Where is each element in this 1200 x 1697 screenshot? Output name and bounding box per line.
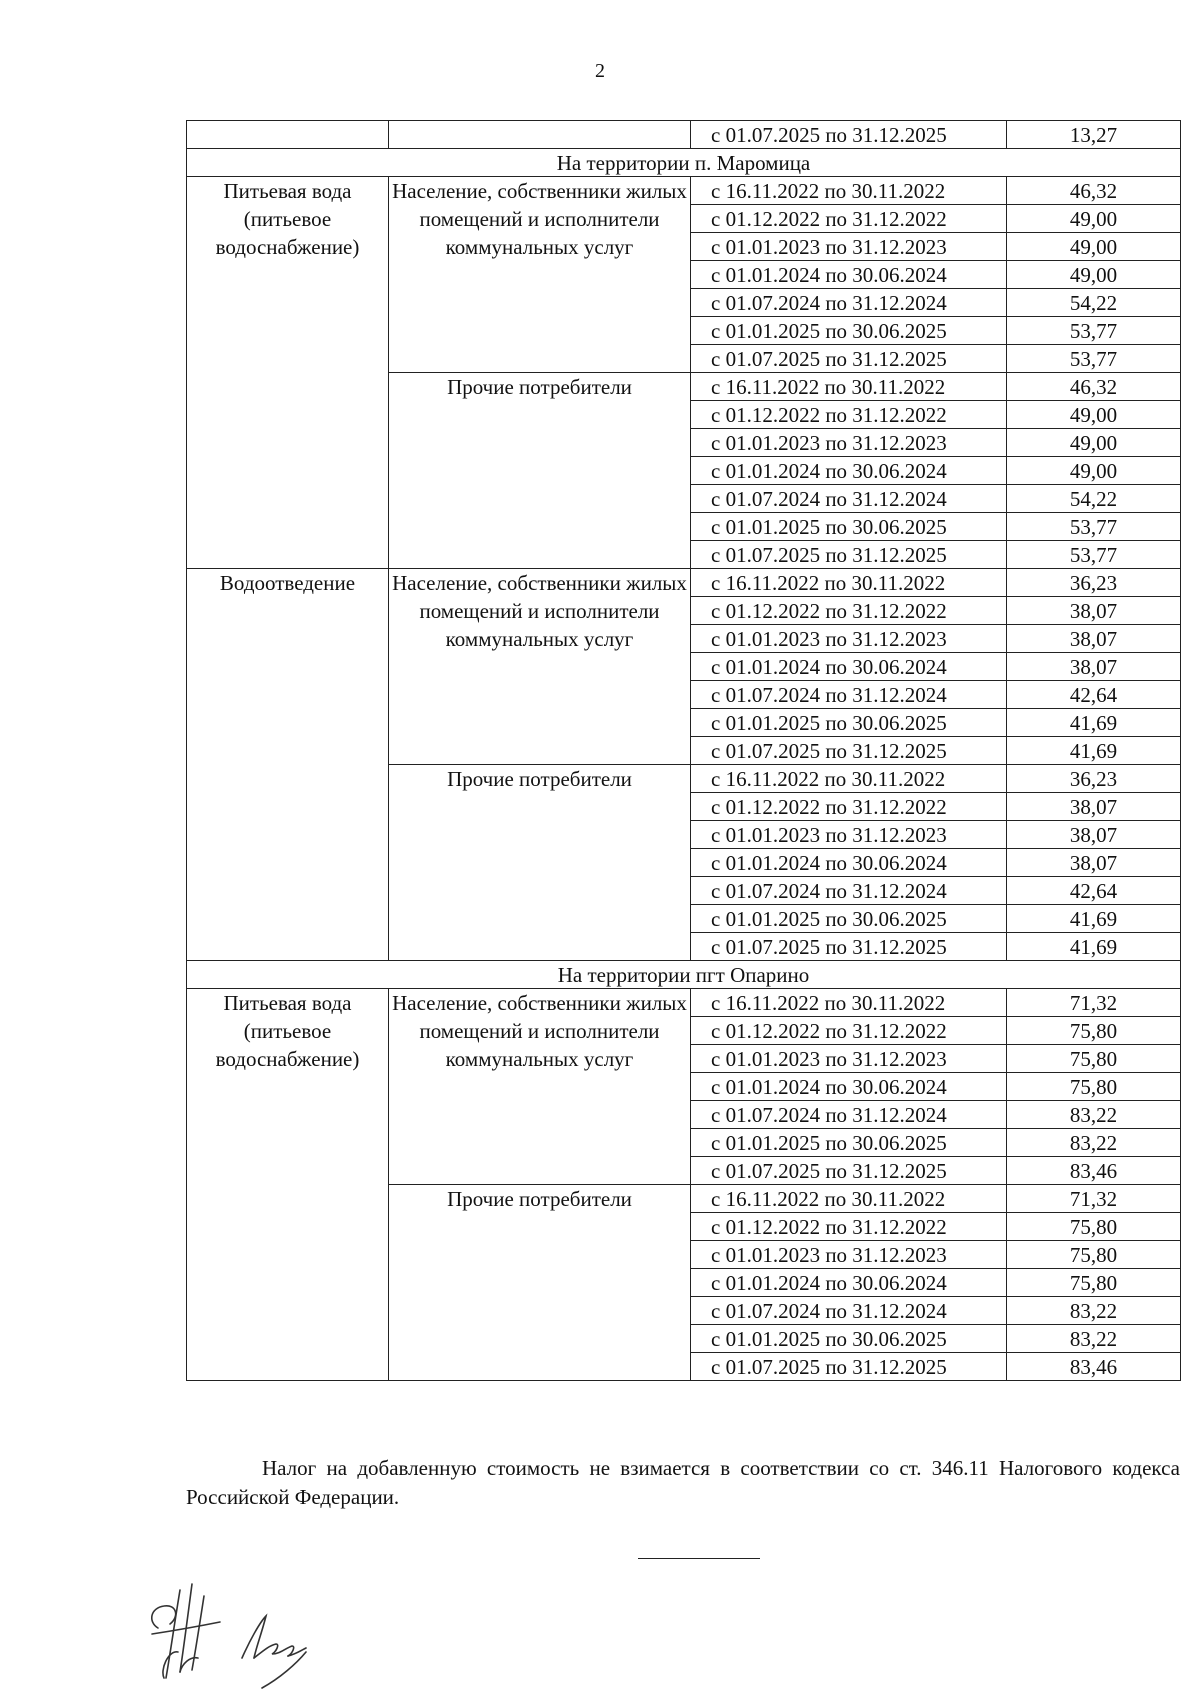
period-cell: с 01.01.2023 по 31.12.2023	[691, 1045, 1007, 1073]
period-cell: с 01.12.2022 по 31.12.2022	[691, 1017, 1007, 1045]
period-cell: с 01.07.2025 по 31.12.2025	[691, 121, 1007, 149]
tariff-value-cell: 42,64	[1007, 681, 1181, 709]
period-cell: с 01.01.2023 по 31.12.2023	[691, 821, 1007, 849]
period-cell: с 01.12.2022 по 31.12.2022	[691, 1213, 1007, 1241]
period-cell: с 01.01.2023 по 31.12.2023	[691, 1241, 1007, 1269]
consumer-cell: Прочие потребители	[389, 1185, 691, 1381]
tariff-value-cell: 75,80	[1007, 1045, 1181, 1073]
tariff-value-cell: 46,32	[1007, 177, 1181, 205]
tariff-value-cell: 49,00	[1007, 261, 1181, 289]
tariff-value-cell: 75,80	[1007, 1213, 1181, 1241]
page-number: 2	[595, 60, 605, 82]
section-title: На территории п. Маромица	[187, 149, 1181, 177]
consumer-cell: Прочие потребители	[389, 373, 691, 569]
period-cell: с 01.01.2025 по 30.06.2025	[691, 1325, 1007, 1353]
tariff-value-cell: 83,22	[1007, 1297, 1181, 1325]
table-row	[187, 989, 1181, 1017]
period-cell: с 01.01.2024 по 30.06.2024	[691, 457, 1007, 485]
period-cell: с 01.01.2024 по 30.06.2024	[691, 1269, 1007, 1297]
section-row	[187, 961, 1181, 989]
tariff-value-cell: 41,69	[1007, 737, 1181, 765]
resource-cell: Водоотведение	[187, 569, 389, 961]
period-cell: с 01.01.2023 по 31.12.2023	[691, 429, 1007, 457]
period-cell: с 01.01.2025 по 30.06.2025	[691, 317, 1007, 345]
tariff-value-cell: 38,07	[1007, 821, 1181, 849]
period-cell: с 01.07.2025 по 31.12.2025	[691, 345, 1007, 373]
period-cell: с 01.07.2024 по 31.12.2024	[691, 877, 1007, 905]
period-cell: с 01.12.2022 по 31.12.2022	[691, 793, 1007, 821]
tariff-value-cell: 75,80	[1007, 1269, 1181, 1297]
period-cell: с 01.01.2023 по 31.12.2023	[691, 625, 1007, 653]
tariff-value-cell: 83,46	[1007, 1353, 1181, 1381]
tariff-value-cell: 83,22	[1007, 1129, 1181, 1157]
period-cell: с 01.01.2025 по 30.06.2025	[691, 1129, 1007, 1157]
tariff-value-cell: 49,00	[1007, 233, 1181, 261]
tariff-value-cell: 38,07	[1007, 625, 1181, 653]
consumer-cell: Прочие потребители	[389, 765, 691, 961]
tariff-value-cell: 38,07	[1007, 793, 1181, 821]
tariff-value-cell: 53,77	[1007, 345, 1181, 373]
tariff-value-cell: 83,22	[1007, 1101, 1181, 1129]
tariff-value-cell: 46,32	[1007, 373, 1181, 401]
period-cell: с 01.01.2025 по 30.06.2025	[691, 905, 1007, 933]
tariff-value-cell: 49,00	[1007, 429, 1181, 457]
period-cell: с 01.07.2024 по 31.12.2024	[691, 485, 1007, 513]
period-cell: с 16.11.2022 по 30.11.2022	[691, 1185, 1007, 1213]
period-cell: с 01.07.2025 по 31.12.2025	[691, 541, 1007, 569]
tariff-value-cell: 49,00	[1007, 457, 1181, 485]
tariff-value-cell: 71,32	[1007, 989, 1181, 1017]
period-cell: с 01.01.2024 по 30.06.2024	[691, 849, 1007, 877]
handwritten-signatures	[130, 1560, 370, 1690]
tariff-value-cell: 75,80	[1007, 1241, 1181, 1269]
consumer-cell: Население, собственники жилых помещений и исполнители коммунальных услуг	[389, 177, 691, 373]
tariff-value-cell: 75,80	[1007, 1017, 1181, 1045]
tariff-value-cell: 13,27	[1007, 121, 1181, 149]
tariff-value-cell: 42,64	[1007, 877, 1181, 905]
period-cell: с 01.07.2024 по 31.12.2024	[691, 1101, 1007, 1129]
tariff-value-cell: 54,22	[1007, 485, 1181, 513]
consumer-cell: Население, собственники жилых помещений и исполнители коммунальных услуг	[389, 569, 691, 765]
tariff-value-cell: 41,69	[1007, 905, 1181, 933]
period-cell: с 01.12.2022 по 31.12.2022	[691, 205, 1007, 233]
period-cell: с 01.07.2025 по 31.12.2025	[691, 933, 1007, 961]
period-cell: с 16.11.2022 по 30.11.2022	[691, 765, 1007, 793]
period-cell: с 16.11.2022 по 30.11.2022	[691, 373, 1007, 401]
tariff-table-body	[187, 121, 1181, 1381]
tariff-value-cell: 75,80	[1007, 1073, 1181, 1101]
period-cell: с 01.01.2024 по 30.06.2024	[691, 1073, 1007, 1101]
tariff-value-cell: 38,07	[1007, 653, 1181, 681]
period-cell: с 01.01.2024 по 30.06.2024	[691, 261, 1007, 289]
period-cell: с 01.01.2023 по 31.12.2023	[691, 233, 1007, 261]
tariff-value-cell: 49,00	[1007, 205, 1181, 233]
period-cell: с 01.07.2025 по 31.12.2025	[691, 1157, 1007, 1185]
table-row	[187, 177, 1181, 205]
tariff-value-cell: 53,77	[1007, 317, 1181, 345]
period-cell: с 01.07.2024 по 31.12.2024	[691, 289, 1007, 317]
tariff-value-cell: 36,23	[1007, 765, 1181, 793]
tariff-value-cell: 38,07	[1007, 849, 1181, 877]
consumer-cell	[389, 121, 691, 149]
period-cell: с 16.11.2022 по 30.11.2022	[691, 989, 1007, 1017]
signature-mark-1	[152, 1584, 220, 1678]
tariff-value-cell: 38,07	[1007, 597, 1181, 625]
section-row	[187, 149, 1181, 177]
period-cell: с 01.12.2022 по 31.12.2022	[691, 597, 1007, 625]
resource-cell	[187, 121, 389, 149]
period-cell: с 01.07.2024 по 31.12.2024	[691, 1297, 1007, 1325]
tariff-table	[186, 120, 1181, 1381]
period-cell: с 01.07.2025 по 31.12.2025	[691, 737, 1007, 765]
period-cell: с 01.07.2024 по 31.12.2024	[691, 681, 1007, 709]
tariff-value-cell: 53,77	[1007, 513, 1181, 541]
tariff-value-cell: 41,69	[1007, 933, 1181, 961]
consumer-cell: Население, собственники жилых помещений и исполнители коммунальных услуг	[389, 989, 691, 1185]
tariff-value-cell: 54,22	[1007, 289, 1181, 317]
end-separator-line	[638, 1558, 760, 1559]
tariff-value-cell: 49,00	[1007, 401, 1181, 429]
table-row	[187, 121, 1181, 149]
vat-note: Налог на добавленную стоимость не взимается в соответствии со ст. 346.11 Налогового кодекса Российской Федерации.	[186, 1456, 1180, 1509]
tariff-value-cell: 83,22	[1007, 1325, 1181, 1353]
section-title: На территории пгт Опарино	[187, 961, 1181, 989]
resource-cell: Питьевая вода (питьевое водоснабжение)	[187, 177, 389, 569]
period-cell: с 16.11.2022 по 30.11.2022	[691, 569, 1007, 597]
period-cell: с 01.01.2025 по 30.06.2025	[691, 513, 1007, 541]
tariff-value-cell: 53,77	[1007, 541, 1181, 569]
period-cell: с 01.01.2024 по 30.06.2024	[691, 653, 1007, 681]
period-cell: с 16.11.2022 по 30.11.2022	[691, 177, 1007, 205]
period-cell: с 01.01.2025 по 30.06.2025	[691, 709, 1007, 737]
table-row	[187, 569, 1181, 597]
tariff-value-cell: 41,69	[1007, 709, 1181, 737]
period-cell: с 01.07.2025 по 31.12.2025	[691, 1353, 1007, 1381]
tariff-value-cell: 36,23	[1007, 569, 1181, 597]
tariff-value-cell: 83,46	[1007, 1157, 1181, 1185]
tariff-value-cell: 71,32	[1007, 1185, 1181, 1213]
resource-cell: Питьевая вода (питьевое водоснабжение)	[187, 989, 389, 1381]
signature-mark-2	[242, 1616, 306, 1688]
period-cell: с 01.12.2022 по 31.12.2022	[691, 401, 1007, 429]
